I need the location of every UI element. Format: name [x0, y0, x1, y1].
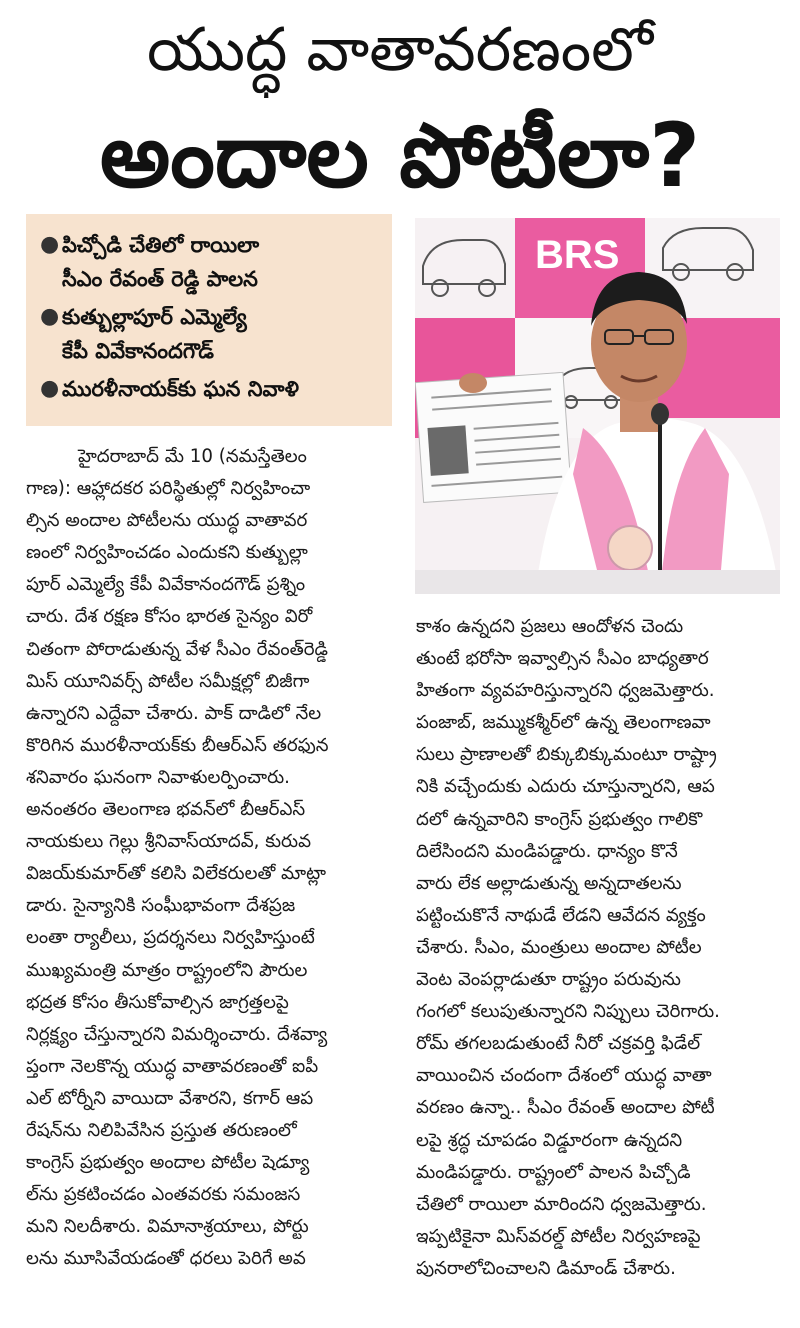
- article-line: కొరిగిన మురళీనాయక్‌కు బీఆర్‌ఎస్‌ తరఫున: [26, 734, 329, 756]
- press-conference-photo: [415, 218, 780, 594]
- article-line: ణంలో నిర్వహించడం ఎందుకని కుత్బుల్లా: [26, 542, 308, 564]
- article-line: లను మూసివేయడంతో ధరలు పెరిగే అవ: [26, 1248, 306, 1270]
- article-line: ముఖ్యమంత్రి మాత్రం రాష్ట్రంలోని పౌరుల: [26, 959, 308, 981]
- article-line: వెంట వెంపర్లాడుతూ రాష్ట్రం పరువును: [416, 969, 681, 991]
- headline-line-2: అందాల పోటీలా?: [99, 104, 701, 207]
- article-line: మని నిలదీశారు. విమానాశ్రయాలు, పోర్టు: [26, 1216, 309, 1238]
- article-line: మిస్‌ యూనివర్స్‌ పోటీల సమీక్షల్లో బిజీగా: [26, 670, 310, 692]
- article-line: నికి వచ్చేందుకు ఎదురు చూస్తున్నారని, ఆప: [416, 776, 715, 798]
- article-line: చారు. దేశ రక్షణ కోసం భారత సైన్యం విరో: [26, 606, 313, 628]
- article-line: రేషన్‌ను నిలిపివేసిన ప్రస్తుత తరుణంలో: [26, 1119, 297, 1141]
- highlight-text: మురళీనాయక్‌కు ఘన నివాళి: [62, 377, 299, 401]
- article-line: ప్తంగా నెలకొన్న యుద్ధ వాతావరణంతో ఐపీ: [26, 1055, 319, 1077]
- highlight-text: కుత్బుల్లాపూర్‌ ఎమ్మెల్యే కేపీ వివేకానందగౌడ్‌: [62, 305, 247, 363]
- article-line: డారు. సైన్యానికి సంఘీభావంగా దేశప్రజ: [26, 895, 296, 917]
- article-line: విజయ్‌కుమార్‌తో కలిసి విలేకరులతో మాట్లా: [26, 863, 326, 885]
- headline-line-1: యుద్ధ వాతావరణంలో: [147, 15, 653, 85]
- article-line: పంజాబ్‌, జమ్ముకశ్మీర్‌లో ఉన్న తెలంగాణవా: [416, 712, 711, 734]
- article-column-2: [416, 611, 780, 1285]
- article-line: నాయకులు గెల్లు శ్రీనివాస్‌యాదవ్‌, కురువ: [26, 831, 312, 853]
- article-line: నిర్లక్ష్యం చేస్తున్నారని విమర్శించారు. దేశవ్యా: [26, 1023, 328, 1045]
- article-line: అనంతరం తెలంగాణ భవన్‌లో బీఆర్‌ఎస్‌: [26, 799, 306, 821]
- article-column-1: [26, 441, 391, 1275]
- brs-banner-text: BRS: [535, 233, 620, 277]
- article-line: తుంటే భరోసా ఇవ్వాల్సిన సీఎం బాధ్యతార: [416, 648, 709, 670]
- article-line: దిలేసిందని మండిపడ్డారు. ధాన్యం కొనే: [416, 840, 678, 862]
- article-line: ఎల్‌ టోర్నీని వాయిదా వేశారని, కగార్‌ ఆప: [26, 1087, 314, 1109]
- article-line: వాయించిన చందంగా దేశంలో యుద్ధ వాతా: [416, 1065, 712, 1087]
- article-line: దలో ఉన్నవారిని కాంగ్రెస్‌ ప్రభుత్వం గాలికొ: [416, 808, 703, 830]
- highlights-box: [26, 214, 392, 426]
- article-line: చేశారు. సీఎం, మంత్రులు అందాల పోటీల: [416, 936, 702, 958]
- article-line: చేతిలో రాయిలా మారిందని ధ్వజమెత్తారు.: [416, 1193, 707, 1215]
- article-line: హైదరాబాద్‌ మే 10 (నమస్తేతెలం: [78, 446, 307, 467]
- article-line: ల్సిన అందాల పోటీలను యుద్ధ వాతావర: [26, 510, 308, 532]
- article-line: శనివారం ఘనంగా నివాళులర్పించారు.: [26, 766, 290, 788]
- article-line: చితంగా పోరాడుతున్న వేళ సీఎం రేవంత్‌రెడ్డి: [26, 638, 329, 660]
- article-line: సులు ప్రాణాలతో బిక్కుబిక్కుమంటూ రాష్ట్రా: [416, 744, 717, 766]
- highlight-text: పిచ్చోడి చేతిలో రాయిలా సీఎం రేవంత్‌ రెడ్డి పాలన: [62, 233, 260, 291]
- article-line: వరణం ఉన్నా.. సీఎం రేవంత్‌ అందాల పోటీ: [416, 1097, 715, 1119]
- article-line: ల్‌ను ప్రకటించడం ఎంతవరకు సమంజస: [26, 1184, 301, 1206]
- bullet-icon: ●: [40, 304, 60, 329]
- article-line: రోమ్‌ తగలబడుతుంటే నీరో చక్రవర్తి ఫిడేల్‌: [416, 1033, 701, 1055]
- article-line: లంతా ర్యాలీలు, ప్రదర్శనలు నిర్వహిస్తుంటే: [26, 927, 315, 949]
- article-line: కాశం ఉన్నదని ప్రజలు ఆందోళన చెందు: [416, 616, 684, 637]
- article-line: లపై శ్రద్ధ చూపడం విడ్డూరంగా ఉన్నదని: [416, 1129, 683, 1151]
- article-line: ఉన్నారని ఎద్దేవా చేశారు. పాక్‌ దాడిలో నేల: [26, 702, 322, 724]
- highlight-item: [40, 372, 382, 406]
- article-line: ఇప్పటికైనా మిస్‌వరల్డ్‌ పోటీల నిర్వహణపై: [416, 1225, 701, 1247]
- article-line: హితంగా వ్యవహరిస్తున్నారని ధ్వజమెత్తారు.: [416, 680, 715, 702]
- highlight-item: [40, 300, 382, 368]
- article-line: కాంగ్రెస్‌ ప్రభుత్వం అందాల పోటీల షెడ్యూ: [26, 1152, 310, 1174]
- bullet-icon: ●: [40, 376, 60, 401]
- article-line: పునరాలోచించాలని డిమాండ్‌ చేశారు.: [416, 1257, 676, 1279]
- bullet-icon: ●: [40, 232, 60, 257]
- article-line: మండిపడ్డారు. రాష్ట్రంలో పాలన పిచ్చోడి: [416, 1161, 691, 1183]
- article-line: వారు లేక అల్లాడుతున్న అన్నదాతలను: [416, 872, 682, 894]
- article-line: భద్రత కోసం తీసుకోవాల్సిన జాగ్రత్తలపై: [26, 991, 289, 1013]
- article-line: పట్టించుకొనే నాథుడే లేడని ఆవేదన వ్యక్తం: [416, 904, 706, 926]
- article-line: గంగలో కలుపుతున్నారని నిప్పులు చెరిగారు.: [416, 1001, 720, 1023]
- photo-illustration: [415, 218, 780, 594]
- article-line: గాణ): ఆహ్లాదకర పరిస్థితుల్లో నిర్వహించా: [26, 478, 311, 500]
- article-line: పూర్‌ ఎమ్మెల్యే కేపీ వివేకానందగౌడ్‌ ప్రశ్నిం: [26, 574, 306, 596]
- highlight-item: [40, 228, 382, 296]
